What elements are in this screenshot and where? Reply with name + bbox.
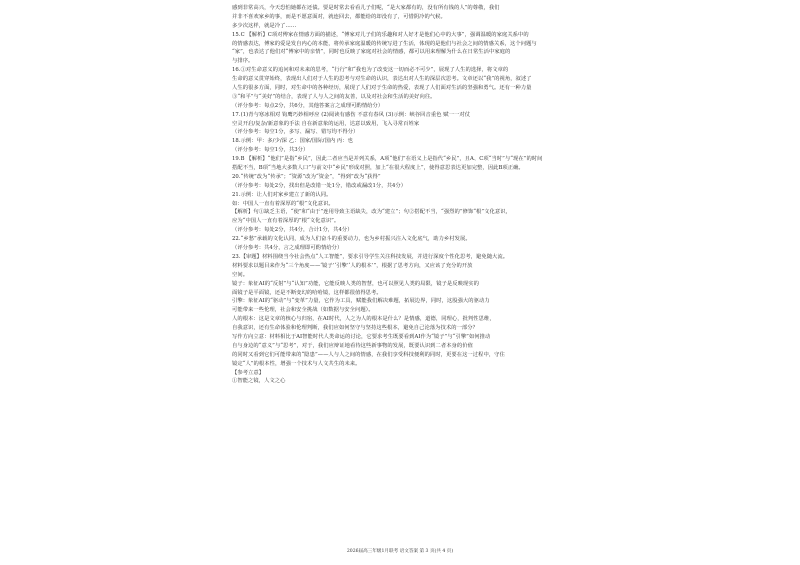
text-line: 17.(1)青与寒冰相对 钩鹰巧妙相呼应 (2)阅读有感伤 不意有春风 (3)示例：峡谷回音重色 赋一一对仗 xyxy=(232,111,471,118)
text-line: 如：中国人一直有着深厚的“根”文化意识。 xyxy=(232,200,334,207)
page-footer: 2026届高三年级1月联考 语文答案 第 3 页(共 4 页) xyxy=(346,549,454,554)
text-line: 人生的很多方面，同时，对生命中的各种经历，展现了人们对于生命的热爱，表现了人们面对生活的坚强和勇气。还有一种力量 xyxy=(232,85,532,92)
text-line: “家”，也表达了他们对“傅家中的亲情”，同时也反映了家庭对社会的情感，都可以用来理解为什么在日常生活中家庭的 xyxy=(232,49,511,56)
text-line: 15.C 【解析】C项对傅家在情感方面的描述，“傅家对儿子们的乐趣和对人好才是他们心中的大事”，强调温暖的家庭关系中的 xyxy=(232,31,529,38)
answer-key-body xyxy=(232,4,572,386)
text-line: 的情感表达，傅家的爱是发自内心的本能，将传承家庭温暖的传统写进了生活，体现的是他们与社会之间的情感关系，这个问题与 xyxy=(232,40,537,47)
text-line: （评分参考：共4分，言之成理即可酌情给分） xyxy=(232,245,343,252)
text-line: 【参考立意】 xyxy=(232,369,265,376)
text-line: 搭配不当，B项“当地大多数人口”与前文中“乡民”形成对照，加上“在很大程度上”，使得意思表达更加完整，因此B项正确。 xyxy=(232,165,524,172)
text-line: 生命的意义贯穿始终，表现出人们对于人生的思考与对生命的认识，表达出对人生的深层次思考。文章还以“我”的视角，叙述了 xyxy=(232,76,532,83)
text-line: 镜子：象征AI的“反射”与“认知”功能，它能反映人类的智慧，也可以照见人类的局限，镜子是反映现实的 xyxy=(232,280,479,287)
text-line: 空灵开启/复杂/新意象的手法 自在新意象的运用，达意以致用，飞入寻常百姓家 xyxy=(232,120,420,127)
text-line: 镜定“人”的根本性，增强一个技术与人文共生的未来。 xyxy=(232,360,361,367)
text-line: 22.“乡愁”承载的文化认同，成为人们奋斗的重要动力，也为乡村振兴注入文化底气，助力乡村发展。 xyxy=(232,236,471,243)
text-line: 与排序。 xyxy=(232,58,254,65)
text-line: 引擎：象征AI的“驱动”与“变革”力量，它作为工具，赋能我们解决难题，拓展边界，同时，这股强大的驱动力 xyxy=(232,298,490,305)
text-line: 材料要求以题目来作为“三个角度——‘镜子’‘引擎’‘人的根本’”，根据了思考方向，又应该了充分的开放 xyxy=(232,262,473,269)
text-line: 自与身边的“意义”与“思考”，对于，我们应辩证地看待这些新事物的发展，既要认识到二者本身的价值 xyxy=(232,342,473,349)
text-line: 23.【审题】材料围绕当今社会热点“人工智能”，要求引导学生关注科技发展，并进行深度个性化思考，避免随大流。 xyxy=(232,253,509,260)
text-line: 空间。 xyxy=(232,271,249,278)
text-line: 感到非常高兴，今天恐怕她都在还债。要是时常去看看儿子们呢，“是大家都有的，没有所有钱的人”的尊敬，我们 xyxy=(232,5,500,11)
text-line: （评分参考：每处2分，共4分，合计1分，共4分） xyxy=(232,227,353,234)
text-line: （评分参考：每点2分，共6分，其他答案言之成理可酌情给分） xyxy=(232,102,384,109)
text-line: 面镜子是平面镜，还是不断变幻的哈哈镜，这样都很值得思考。 xyxy=(232,289,382,296)
text-line: 19.B 【解析】“他们”是指“乡民”，因此二者应当是并列关系，A项“他们”在语义上是指代“乡民”，且A、C项“当时”与“现在”的时间 xyxy=(232,156,543,163)
text-line: ③“和平”与“美好”的结合，表现了人与人之间的友善，以及对社会和生活的美好向往。 xyxy=(232,93,436,100)
text-line: 多少次这样，就是冷了…… xyxy=(232,22,297,29)
text-line: 人的根本：这是文章的核心与归宿，在AI时代，人之为人的根本是什么？是情感，道德，同理心，批判性思维， xyxy=(232,316,495,323)
text-line: 的同时又看到它们可能带来的“隐患”——人与人之间的情感，在我们享受科技便利的同时，更要在这一过程中，守住 xyxy=(232,351,505,358)
text-line: 21.示例：让人们对家乡建立了新的认同。 xyxy=(232,191,332,198)
text-line: 20.“传统”改为“传承”；“资源”改为“资金”，“得到”改为“获得” xyxy=(232,173,381,180)
text-line: 【解析】句①缺乏主语，“使”和“由于”连用导致主语缺失，改为“建立”；句②搭配不当，“强烈的”修饰“根”文化意识， xyxy=(232,209,511,216)
text-line: 应为“中国人一直有着深厚的”根“文化意识”。 xyxy=(232,218,340,225)
text-line: 自我意识，还有生命体验和伦理判断，我们应如何坚守与坚持这些根本，避免自己沦落为技术的一部分？ xyxy=(232,325,478,332)
text-line: 可能带来一些伦理，社会和安全挑战（如数据与安全问题）。 xyxy=(232,307,374,314)
text-line: （评分参考：每处2分，找出但是改错一处1分，错改或漏改1分，共4分） xyxy=(232,182,407,189)
text-line: 写作方向立意：材料相比于AI智能时代人类命运的讨论，它要求考生既要看到AI作为“镜子”与“引擎”如何推动 xyxy=(232,333,491,340)
text-line: （评分参考：每空1分，多写、漏写、错写均不得分） xyxy=(232,129,359,136)
text-line: 18.示例：甲：多/少/深 乙：国家/国际/国内 丙：也 xyxy=(232,138,353,145)
text-line: （评分参考：每空1分，共3分） xyxy=(232,147,309,154)
text-line: ①智能之镜，人文之心 xyxy=(232,378,286,385)
text-line: 并非不喜欢家乡的事，而是不愿意面对，就连回去，都能给的却没有了，可惜阴冷的气候。 xyxy=(232,13,446,20)
text-line: 16.①对生命意义的追问和对未来的思考，“行行”和“我也为了改变这一切而必不可少”，展现了人生的选择，将文章的 xyxy=(232,67,509,74)
